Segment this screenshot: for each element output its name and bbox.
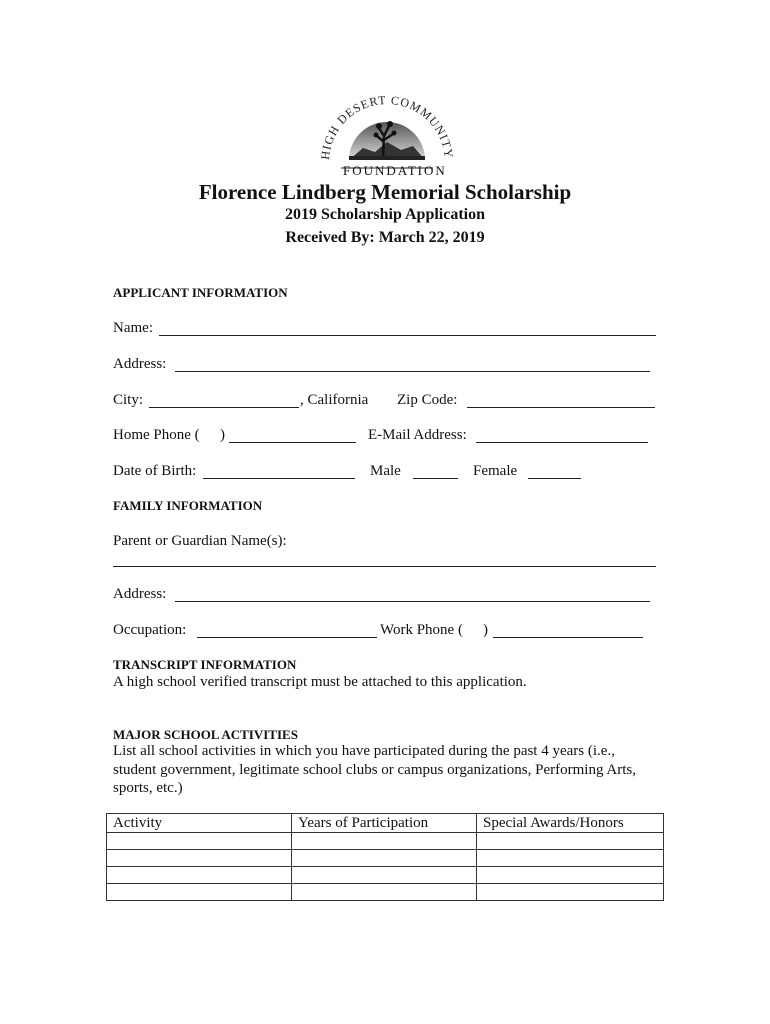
family-address-label: Address: [113,586,167,602]
occupation-field[interactable] [197,637,377,638]
female-label: Female [473,463,518,479]
family-info-heading: FAMILY INFORMATION [113,498,263,513]
work-phone-field[interactable] [493,637,643,638]
awards-cell[interactable] [477,850,664,867]
work-phone-label: Work Phone ( [380,622,463,638]
svg-text:HIGH DESERT COMMUNITY: HIGH DESERT COMMUNITY [317,92,457,161]
home-phone-field[interactable] [229,442,356,443]
years-cell[interactable] [292,833,477,850]
parent-name-label: Parent or Guardian Name(s): [113,533,287,549]
family-address-field[interactable] [175,601,650,602]
table-row [107,850,664,867]
page-title: Florence Lindberg Memorial Scholarship [198,180,572,204]
column-header-years: Years of Participation [292,814,477,833]
male-label: Male [370,463,401,479]
activities-instructions-3: sports, etc.) [113,780,183,796]
activities-instructions-1: List all school activities in which you have participated during the past 4 years (i.e., [113,743,615,759]
female-field[interactable] [528,478,581,479]
email-label: E-Mail Address: [368,427,467,443]
zip-field[interactable] [467,407,655,408]
activities-table [106,813,664,901]
table-row [107,884,664,901]
address-label: Address: [113,356,167,372]
table-row [107,867,664,884]
city-label: City: [113,392,144,408]
awards-cell[interactable] [477,867,664,884]
activity-cell[interactable] [107,850,292,867]
work-phone-paren: ) [483,622,488,638]
activities-instructions-2: student government, legitimate school clubs or campus organizations, Performing Arts, [113,762,636,778]
city-field[interactable] [149,407,299,408]
column-header-activity: Activity [107,814,292,833]
parent-name-field[interactable] [113,566,656,567]
dob-field[interactable] [203,478,355,479]
years-cell[interactable] [292,850,477,867]
applicant-info-heading: APPLICANT INFORMATION [113,285,288,300]
occupation-label: Occupation: [113,622,187,638]
email-field[interactable] [476,442,648,443]
received-by-date: Received By: March 22, 2019 [285,229,485,246]
male-field[interactable] [413,478,458,479]
transcript-heading: TRANSCRIPT INFORMATION [113,657,297,672]
awards-cell[interactable] [477,833,664,850]
logo-foundation-text: FOUNDATION [343,163,447,178]
state-label: , California [300,392,369,408]
name-label: Name: [113,320,153,336]
activity-cell[interactable] [107,833,292,850]
home-phone-paren: ) [220,427,225,443]
awards-cell[interactable] [477,884,664,901]
activity-cell[interactable] [107,867,292,884]
zip-label: Zip Code: [397,392,458,408]
years-cell[interactable] [292,867,477,884]
activity-cell[interactable] [107,884,292,901]
table-header-row [107,814,664,833]
years-cell[interactable] [292,884,477,901]
table-row [107,833,664,850]
application-subtitle: 2019 Scholarship Application [284,206,486,223]
transcript-note: A high school verified transcript must be attached to this application. [113,674,527,690]
address-field[interactable] [175,371,650,372]
home-phone-label: Home Phone ( [113,427,200,443]
column-header-awards: Special Awards/Honors [477,814,664,833]
activities-heading: MAJOR SCHOOL ACTIVITIES [113,727,298,742]
dob-label: Date of Birth: [113,463,197,479]
name-field[interactable] [159,335,656,336]
